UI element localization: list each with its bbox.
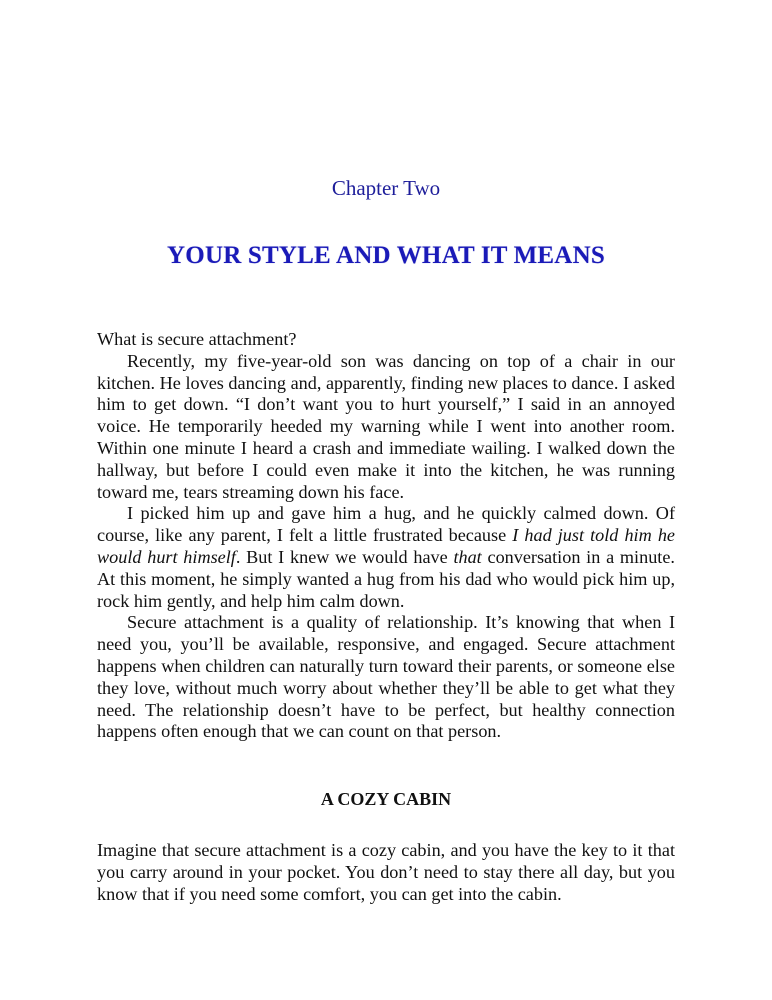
paragraph-hug-text-c: conversation in a minute. At this moment, he simply wanted a hug from his dad who would pick him up, rock him gently, and help him calm down.	[97, 546, 675, 611]
paragraph-hug-italic-1: I had just told him he would hurt himself	[97, 525, 675, 567]
paragraph-secure-attachment: Secure attachment is a quality of relationship. It’s knowing that when I need you, you’ll be available, responsive, and engaged. Secure attachment happens when children can naturally turn toward their parents, or someone else they love, without much worry about whether they’ll be able to get what they need. The relationship doesn’t have to be perfect, but healthy connection happens often enough that we can count on that person.	[97, 612, 675, 742]
paragraph-hug	[97, 503, 675, 612]
section-heading-cozy-cabin: A COZY CABIN	[320, 789, 452, 809]
paragraph-hug-italic-2: that	[453, 546, 482, 567]
section-two-body	[97, 840, 675, 905]
paragraph-cozy-cabin: Imagine that secure attachment is a cozy cabin, and you have the key to it that you carry around in your pocket. You don’t need to stay there all day, but you know that if you need some comfort, you can get into the cabin.	[97, 840, 675, 904]
chapter-title: YOUR STYLE AND WHAT IT MEANS	[167, 242, 605, 269]
section-question: What is secure attachment?	[97, 329, 297, 349]
section-one-body	[97, 329, 675, 743]
chapter-label: Chapter Two	[331, 176, 441, 200]
paragraph-hug-text-a: I picked him up and gave him a hug, and he quickly calmed down. Of course, like any parent, I felt a little frustrated because	[97, 503, 675, 546]
paragraph-dancing: Recently, my five-year-old son was dancing on top of a chair in our kitchen. He loves dancing and, apparently, finding new places to dance. I asked him to get down. “I don’t want you to hurt yourself,” I said in an annoyed voice. He temporarily heeded my warning while I went into another room. Within one minute I heard a crash and immediate wailing. I walked down the hallway, but before I could even make it into the kitchen, he was running toward me, tears streaming down his face.	[97, 350, 675, 502]
paragraph-hug-text-b: . But I knew we would have	[235, 546, 454, 567]
